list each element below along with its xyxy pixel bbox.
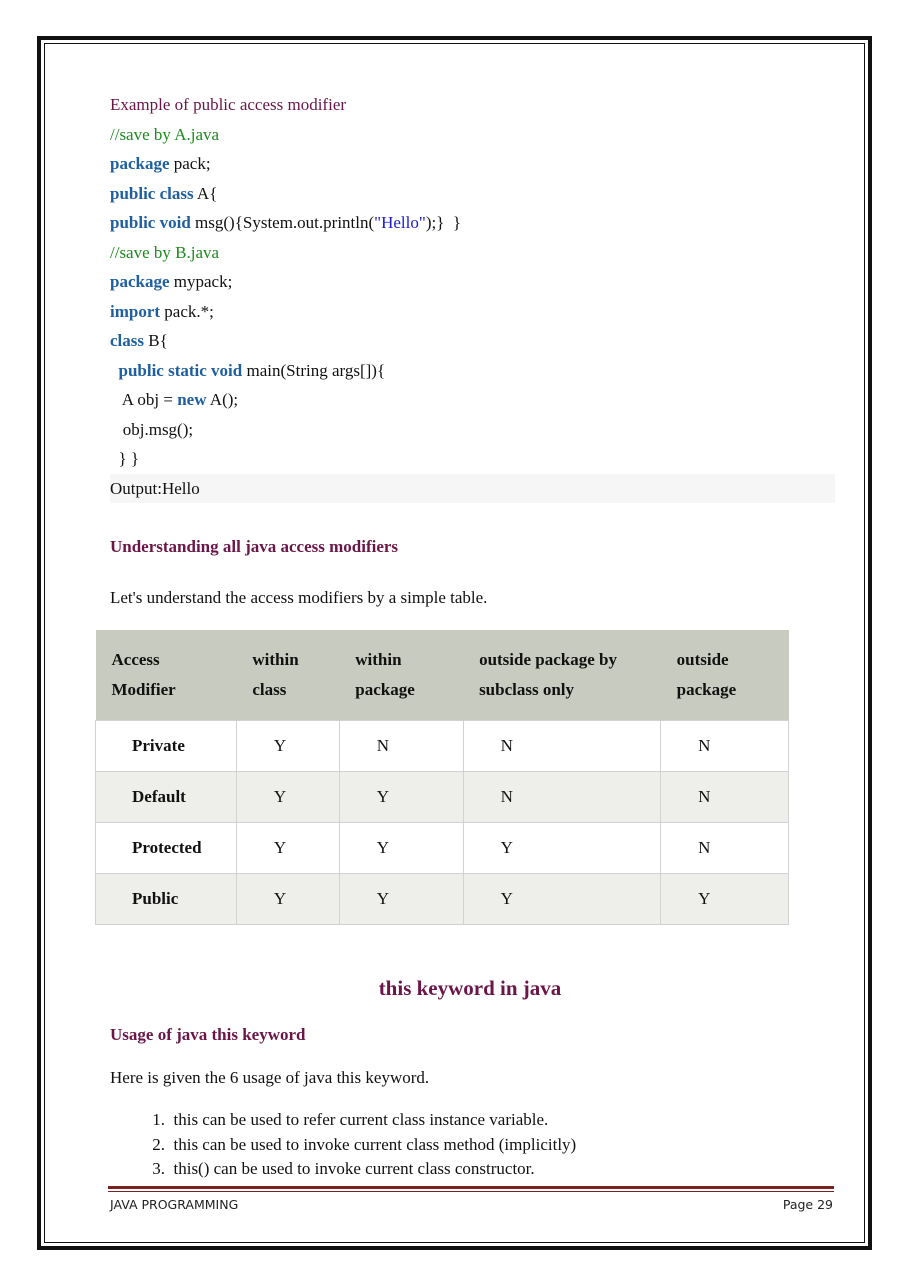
table-header-cell: outside package by subclass only [463,630,661,721]
keyword: public class [110,183,194,203]
value-cell: Y [339,823,463,874]
value-cell: Y [339,772,463,823]
keyword: package [110,272,170,291]
access-modifier-table [95,630,789,925]
value-cell: N [339,721,463,772]
footer-rule-thin [108,1191,834,1192]
value-cell: Y [339,874,463,925]
table-header-row [96,630,789,721]
value-cell: N [661,823,789,874]
list-item [110,1157,576,1182]
keyword: public void [110,213,191,232]
table-header-cell: within class [236,630,339,721]
value-cell: Y [236,874,339,925]
value-cell: Y [661,874,789,925]
value-cell: Y [463,823,661,874]
keyword: new [177,390,207,409]
modifier-cell: Private [96,721,237,772]
list-number: 2. [152,1134,165,1154]
table-header-cell: Access Modifier [96,630,237,721]
value-cell: N [661,772,789,823]
value-cell: Y [463,874,661,925]
keyword: class [110,331,144,350]
table-header-cell: outside package [661,630,789,721]
code-line-package-a: package pack; [110,154,211,173]
section-intro-table: Let's understand the access modifiers by a simple table. [110,588,488,607]
code-comment-b: //save by B.java [110,242,220,262]
table-row [96,823,789,874]
table-header-cell: within package [339,630,463,721]
table-row [96,874,789,925]
list-item [110,1133,576,1158]
code-comment-a: //save by A.java [110,124,220,144]
string-literal: "Hello" [374,213,426,232]
keyword: import [110,301,161,321]
list-number: 1. [152,1110,165,1129]
footer-title: JAVA PROGRAMMING [110,1197,239,1212]
footer-rule-thick [108,1186,834,1189]
chapter-title: this keyword in java [378,976,562,1000]
modifier-cell: Default [96,772,237,823]
code-line-msg: public void msg(){System.out.println("Hello");} } [110,213,462,232]
value-cell: N [661,721,789,772]
value-cell: Y [236,772,339,823]
code-line-import: import pack.*; [110,301,214,321]
example-title: Example of public access modifier [110,95,347,114]
usage-list [110,1108,576,1182]
code-line-close: } } [110,449,140,468]
code-output: Output:Hello [110,474,835,504]
code-example [110,90,835,503]
keyword: public static void [118,360,243,380]
code-line-class-b: class B{ [110,331,168,350]
table-row [96,772,789,823]
code-line-class-a: public class A{ [110,183,218,203]
value-cell: N [463,721,661,772]
list-text: this() can be used to invoke current class constructor. [173,1159,535,1178]
page-number: Page 29 [782,1197,833,1212]
code-line-new-obj: A obj = new A(); [110,390,239,409]
table-row [96,721,789,772]
modifier-cell: Public [96,874,237,925]
list-text: this can be used to invoke current class method (implicitly) [173,1134,577,1154]
section-heading-this-usage: Usage of java this keyword [110,1025,306,1044]
code-line-call: obj.msg(); [110,419,194,439]
list-item [110,1108,576,1133]
value-cell: N [463,772,661,823]
code-line-package-b: package mypack; [110,272,233,291]
value-cell: Y [236,721,339,772]
modifier-cell: Protected [96,823,237,874]
keyword: package [110,154,170,173]
list-text: this can be used to refer current class instance variable. [173,1110,549,1129]
list-number: 3. [152,1159,165,1178]
code-line-main: public static void main(String args[]){ [118,360,386,380]
section-intro-usage: Here is given the 6 usage of java this keyword. [110,1068,430,1087]
value-cell: Y [236,823,339,874]
section-heading-access-modifiers: Understanding all java access modifiers [110,537,399,556]
